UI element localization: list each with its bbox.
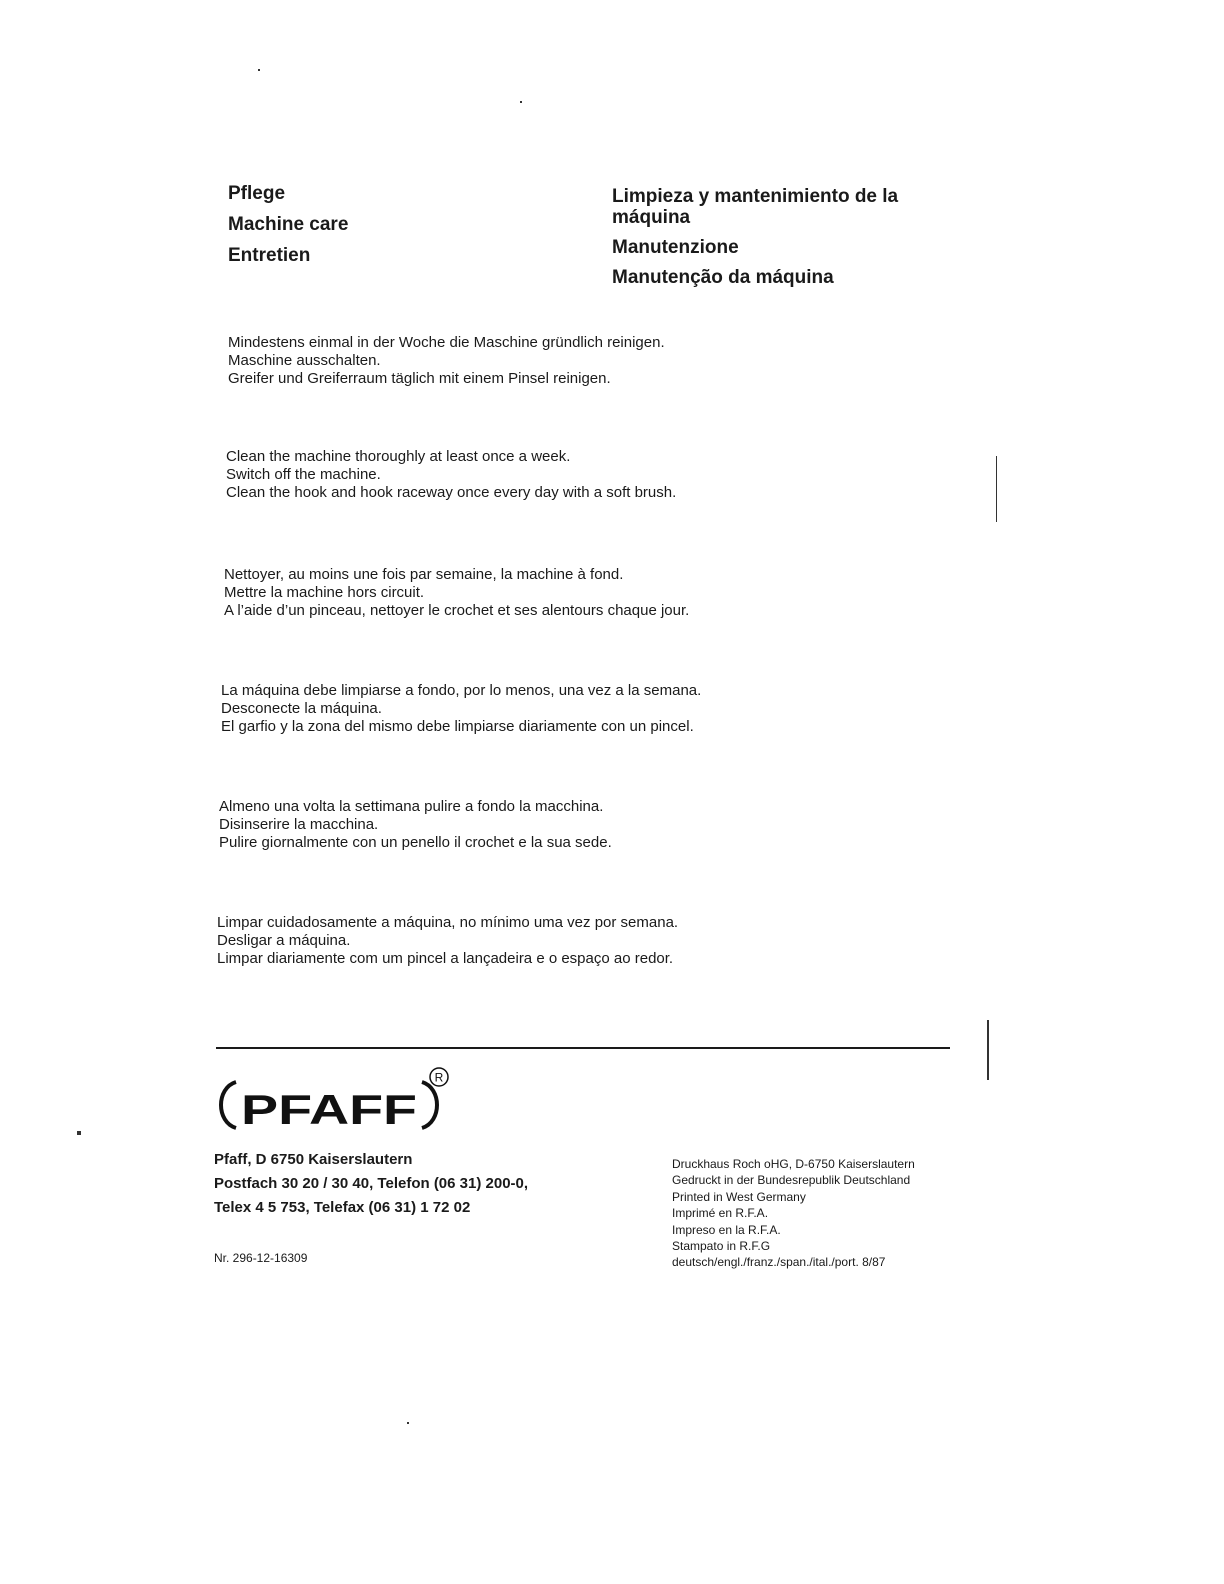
paragraph-german (228, 334, 665, 388)
paragraph-line: El garfio y la zona del mismo debe limpiarse diariamente con un pincel. (221, 718, 694, 735)
scan-artifact-dot (258, 69, 260, 71)
heading-entretien: Entretien (228, 245, 311, 266)
registered-letter: R (434, 1070, 444, 1085)
paragraph-line: Maschine ausschalten. (228, 352, 381, 369)
paragraph-line: Desconecte la máquina. (221, 700, 382, 717)
logo-wordmark: PFAFF (241, 1086, 417, 1133)
paragraph-line: Limpar diariamente com um pincel a lançadeira e o espaço ao redor. (217, 950, 674, 967)
paragraph-line: Mettre la machine hors circuit. (224, 584, 425, 601)
imprint-line: deutsch/engl./franz./span./ital./port. 8/87 (672, 1255, 886, 1270)
scan-artifact-dot (520, 101, 522, 103)
paragraph-line: A l’aide d’un pinceau, nettoyer le crochet et ses alentours chaque jour. (224, 602, 690, 619)
heading-limpieza: Limpieza y mantenimiento de la (612, 186, 899, 207)
scan-artifact-line (996, 456, 997, 522)
section-headings-left (228, 178, 348, 271)
imprint-line: Impreso en la R.F.A. (672, 1222, 781, 1237)
paragraph-line: La máquina debe limpiarse a fondo, por lo menos, una vez a la semana. (221, 682, 702, 699)
section-headings-right (612, 186, 898, 288)
scan-artifact-dot (407, 1422, 409, 1424)
paragraph-italian (219, 798, 612, 852)
scan-artifact-dot (77, 1131, 81, 1135)
paragraph-french (224, 566, 689, 620)
heading-manutenzione: Manutenzione (612, 237, 739, 258)
paragraph-line: Limpar cuidadosamente a máquina, no mínimo uma vez por semana. (217, 914, 679, 931)
paragraph-line: Pulire giornalmente con un penello il crochet e la sua sede. (219, 834, 612, 851)
imprint-line: Imprimé en R.F.A. (672, 1206, 769, 1221)
imprint-line: Printed in West Germany (672, 1189, 806, 1204)
paragraph-line: Nettoyer, au moins une fois par semaine, la machine à fond. (224, 566, 624, 583)
company-address (214, 1148, 528, 1220)
footer-divider (216, 1047, 950, 1049)
document-number: Nr. 296-12-16309 (214, 1251, 308, 1265)
heading-maquina: máquina (612, 207, 691, 228)
heading-machine-care: Machine care (228, 214, 349, 235)
paragraph-line: Clean the hook and hook raceway once every day with a soft brush. (226, 484, 677, 501)
address-line: Pfaff, D 6750 Kaiserslautern (214, 1151, 413, 1168)
paragraph-spanish (221, 682, 701, 736)
address-line: Postfach 30 20 / 30 40, Telefon (06 31) 200-0, (214, 1175, 529, 1192)
scan-artifact-line (987, 1020, 989, 1080)
paragraph-line: Greifer und Greiferraum täglich mit einem Pinsel reinigen. (228, 370, 611, 387)
heading-pflege: Pflege (228, 183, 286, 204)
pfaff-logo (214, 1066, 454, 1136)
imprint-line: Druckhaus Roch oHG, D-6750 Kaiserslautern (672, 1157, 915, 1171)
paragraph-line: Clean the machine thoroughly at least once a week. (226, 448, 571, 465)
imprint-line: Gedruckt in der Bundesrepublik Deutschland (672, 1173, 911, 1188)
paragraph-line: Disinserire la macchina. (219, 816, 379, 833)
heading-manutencao: Manutenção da máquina (612, 267, 834, 288)
paragraph-line: Mindestens einmal in der Woche die Maschine gründlich reinigen. (228, 334, 665, 351)
paragraph-portuguese (217, 914, 678, 968)
paragraph-english (226, 448, 676, 502)
printer-imprint (672, 1156, 915, 1271)
paragraph-line: Switch off the machine. (226, 466, 381, 483)
paragraph-line: Almeno una volta la settimana pulire a fondo la macchina. (219, 798, 604, 815)
paragraph-line: Desligar a máquina. (217, 932, 351, 949)
address-line: Telex 4 5 753, Telefax (06 31) 1 72 02 (214, 1199, 471, 1216)
imprint-line: Stampato in R.F.G (672, 1239, 771, 1254)
